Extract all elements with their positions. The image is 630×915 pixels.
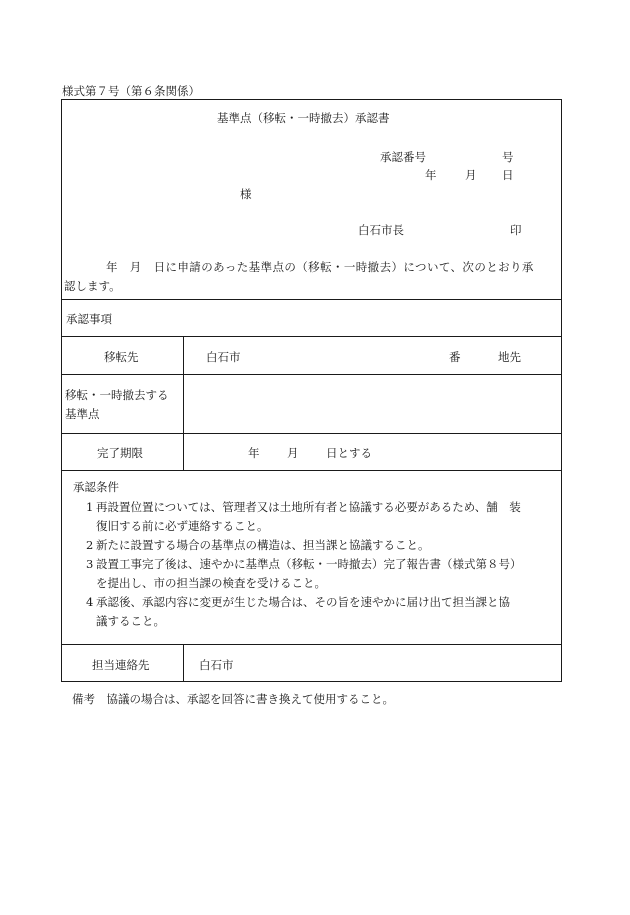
date-day: 日 bbox=[502, 168, 514, 182]
destination-city: 白石市 bbox=[206, 350, 241, 364]
condition-text-line-2: を提出し、市の担当課の検査を受けること。 bbox=[96, 576, 326, 590]
points-label-line-2: 基準点 bbox=[65, 407, 100, 421]
conditions-title: 承認条件 bbox=[73, 480, 119, 494]
approval-number-label: 承認番号 bbox=[380, 150, 426, 164]
condition-number: 1 bbox=[86, 500, 94, 514]
addressee-suffix: 様 bbox=[240, 187, 252, 201]
condition-text-line-2: 復旧する前に必ず連絡すること。 bbox=[96, 519, 269, 533]
condition-text-line-1: 新たに設置する場合の基準点の構造は、担当課と協議すること。 bbox=[96, 538, 430, 552]
issuer-seal: 印 bbox=[510, 223, 522, 237]
contact-value: 白石市 bbox=[199, 658, 234, 672]
date-month: 月 bbox=[465, 168, 477, 182]
issuer-name: 白石市長 bbox=[358, 223, 404, 237]
contact-label: 担当連絡先 bbox=[92, 658, 150, 672]
document-title: 基準点（移転・一時撤去）承認書 bbox=[217, 111, 390, 125]
points-label-line-1: 移転・一時撤去する bbox=[65, 388, 169, 402]
divider bbox=[62, 644, 561, 645]
deadline-year: 年 bbox=[248, 446, 260, 460]
divider bbox=[62, 433, 561, 434]
condition-text-line-1: 再設置位置については、管理者又は土地所有者と協議する必要があるため、舗 装 bbox=[96, 500, 521, 514]
section-label: 承認事項 bbox=[66, 312, 112, 326]
divider bbox=[62, 470, 561, 471]
column-divider bbox=[183, 336, 184, 470]
condition-text-line-1: 承認後、承認内容に変更が生じた場合は、その旨を速やかに届け出て担当課と協 bbox=[96, 595, 510, 609]
form-number-label: 様式第７号（第６条関係） bbox=[62, 84, 200, 98]
deadline-day: 日とする bbox=[326, 446, 372, 460]
approval-form bbox=[61, 99, 562, 682]
condition-text-line-2: 議すること。 bbox=[96, 614, 165, 628]
condition-number: 4 bbox=[86, 595, 94, 609]
divider bbox=[62, 299, 561, 300]
deadline-month: 月 bbox=[287, 446, 299, 460]
destination-label: 移転先 bbox=[104, 350, 139, 364]
condition-text-line-1: 設置工事完了後は、速やかに基準点（移転・一時撤去）完了報告書（様式第８号） bbox=[96, 557, 522, 571]
destination-ban: 番 bbox=[449, 350, 461, 364]
date-year: 年 bbox=[425, 168, 437, 182]
column-divider bbox=[183, 644, 184, 682]
divider bbox=[62, 336, 561, 337]
footnote: 備考 協議の場合は、承認を回答に書き換えて使用すること。 bbox=[72, 692, 394, 706]
condition-number: 3 bbox=[86, 557, 94, 571]
divider bbox=[62, 374, 561, 375]
intro-line-1: 年 月 日に申請のあった基準点の（移転・一時撤去）について、次のとおり承 bbox=[106, 260, 534, 274]
destination-chisaki: 地先 bbox=[498, 350, 521, 364]
deadline-label: 完了期限 bbox=[97, 446, 143, 460]
condition-number: 2 bbox=[86, 538, 94, 552]
intro-line-2: 認します。 bbox=[64, 279, 121, 293]
approval-number-suffix: 号 bbox=[502, 150, 514, 164]
